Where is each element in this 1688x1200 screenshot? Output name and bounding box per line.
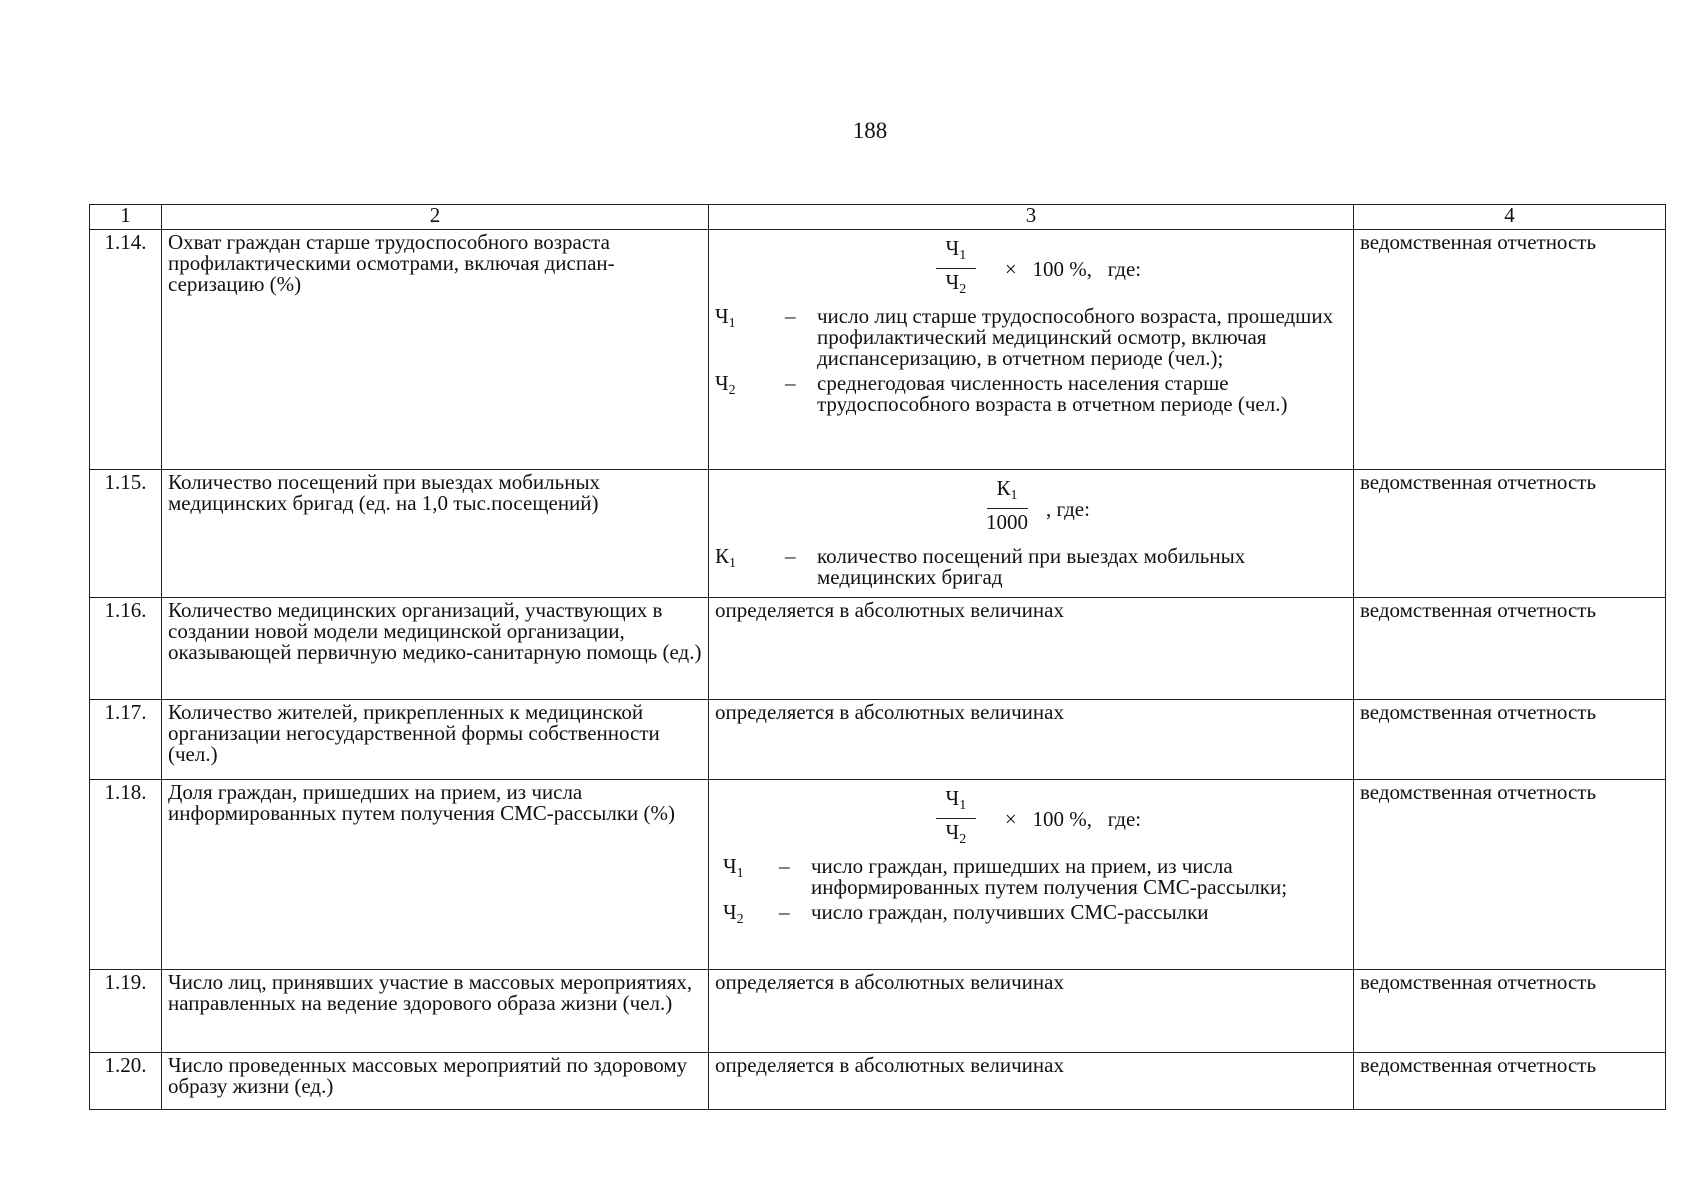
definition-dash: –: [785, 371, 796, 395]
definition-dash: –: [779, 854, 790, 878]
indicator-name: Доля граждан, пришедших на прием, из числа информированных путем получения СМС-рассылки (%): [162, 780, 709, 970]
row-number: 1.14.: [90, 230, 162, 470]
data-source: ведомственная отчетность: [1354, 700, 1666, 780]
fraction-denominator: $Ч_2$: [945, 270, 967, 297]
indicator-name: Число лиц, принявших участие в массовых мероприятиях, направленных на ведение здорового образа жизни (чел.): [162, 970, 709, 1053]
fraction: [972, 478, 1042, 540]
table-row: [90, 230, 1666, 470]
indicator-name: Количество медицинских организаций, участвующих в создании новой модели медицинской организации, оказывающей первичную медико-санитарную помощь (ед.): [162, 598, 709, 700]
data-source: ведомственная отчетность: [1354, 970, 1666, 1053]
header-col-2: 2: [162, 205, 709, 230]
fraction-numerator: $Ч_1$: [936, 238, 977, 269]
table-row: [90, 780, 1666, 970]
fraction-denominator: $Ч_2$: [945, 820, 967, 847]
formula-tail: × 100 %, где:: [1004, 806, 1142, 831]
table-row: [90, 1053, 1666, 1110]
variable-definition: [715, 546, 1347, 588]
calculation-method: [709, 470, 1354, 598]
variable-symbol: $Ч_2$: [723, 900, 744, 927]
definition-text: число лиц старше трудоспособного возраста, прошедших профилактический медицинский осмотр, включая диспансеризацию, в отчетном периоде (чел.);: [817, 304, 1334, 370]
fraction: [921, 238, 991, 300]
row-number: 1.20.: [90, 1053, 162, 1110]
indicator-name: Охват граждан старше трудоспособного возраста профилактическими осмотрами, включая диспансеризацию (%): [162, 230, 709, 470]
header-col-3: 3: [709, 205, 1354, 230]
table-row: [90, 598, 1666, 700]
header-row: [90, 205, 1666, 230]
definition-dash: –: [779, 900, 790, 924]
calculation-method: [709, 230, 1354, 470]
definition-text: число граждан, пришедших на прием, из числа информированных путем получения СМС-рассылки;: [811, 854, 1288, 899]
data-source: ведомственная отчетность: [1354, 780, 1666, 970]
definition-text: среднегодовая численность населения старше трудоспособного возраста в отчетном периоде (чел.): [817, 371, 1288, 416]
table-row: [90, 700, 1666, 780]
row-number: 1.16.: [90, 598, 162, 700]
header-col-4: 4: [1354, 205, 1666, 230]
indicator-name: Количество посещений при выездах мобильных медицинских бригад (ед. на 1,0 тыс.посещений): [162, 470, 709, 598]
fraction-denominator: 1000: [986, 510, 1029, 534]
calculation-method: определяется в абсолютных величинах: [709, 1053, 1354, 1110]
table-row: [90, 970, 1666, 1053]
row-number: 1.19.: [90, 970, 162, 1053]
variable-symbol: $Ч_2$: [715, 371, 736, 398]
formula-tail: , где:: [1046, 496, 1090, 521]
header-col-1: 1: [90, 205, 162, 230]
calculation-method: определяется в абсолютных величинах: [709, 970, 1354, 1053]
definition-dash: –: [785, 304, 796, 328]
data-source: ведомственная отчетность: [1354, 470, 1666, 598]
indicators-table: [89, 204, 1666, 1110]
formula-tail: × 100 %, где:: [1004, 256, 1142, 281]
page-number: 188: [852, 118, 888, 143]
variable-definition: [715, 373, 1347, 415]
row-number: 1.15.: [90, 470, 162, 598]
variable-definition: [723, 902, 1347, 930]
definition-text: количество посещений при выездах мобильных медицинских бригад: [817, 544, 1246, 589]
fraction-numerator: $Ч_1$: [936, 788, 977, 819]
table-row: [90, 470, 1666, 598]
formula: [715, 478, 1347, 540]
row-number: 1.17.: [90, 700, 162, 780]
variable-symbol: $Ч_1$: [715, 304, 736, 331]
definition-dash: –: [785, 544, 796, 568]
fraction: [921, 788, 991, 850]
variable-definition: [723, 856, 1347, 898]
variable-definition: [715, 306, 1347, 369]
data-source: ведомственная отчетность: [1354, 1053, 1666, 1110]
data-source: ведомственная отчетность: [1354, 598, 1666, 700]
variable-symbol: $Ч_1$: [723, 854, 744, 881]
definition-text: число граждан, получивших СМС-рассылки: [811, 900, 1209, 924]
fraction-numerator: $К_1$: [987, 478, 1028, 509]
indicator-name: Число проведенных массовых мероприятий по здоровому образу жизни (ед.): [162, 1053, 709, 1110]
calculation-method: [709, 780, 1354, 970]
variable-symbol: $К_1$: [715, 544, 737, 571]
row-number: 1.18.: [90, 780, 162, 970]
data-source: ведомственная отчетность: [1354, 230, 1666, 470]
formula: [715, 788, 1347, 850]
calculation-method: определяется в абсолютных величинах: [709, 598, 1354, 700]
indicator-name: Количество жителей, прикрепленных к медицинской организации негосударственной формы собственности (чел.): [162, 700, 709, 780]
formula: [715, 238, 1347, 300]
calculation-method: определяется в абсолютных величинах: [709, 700, 1354, 780]
